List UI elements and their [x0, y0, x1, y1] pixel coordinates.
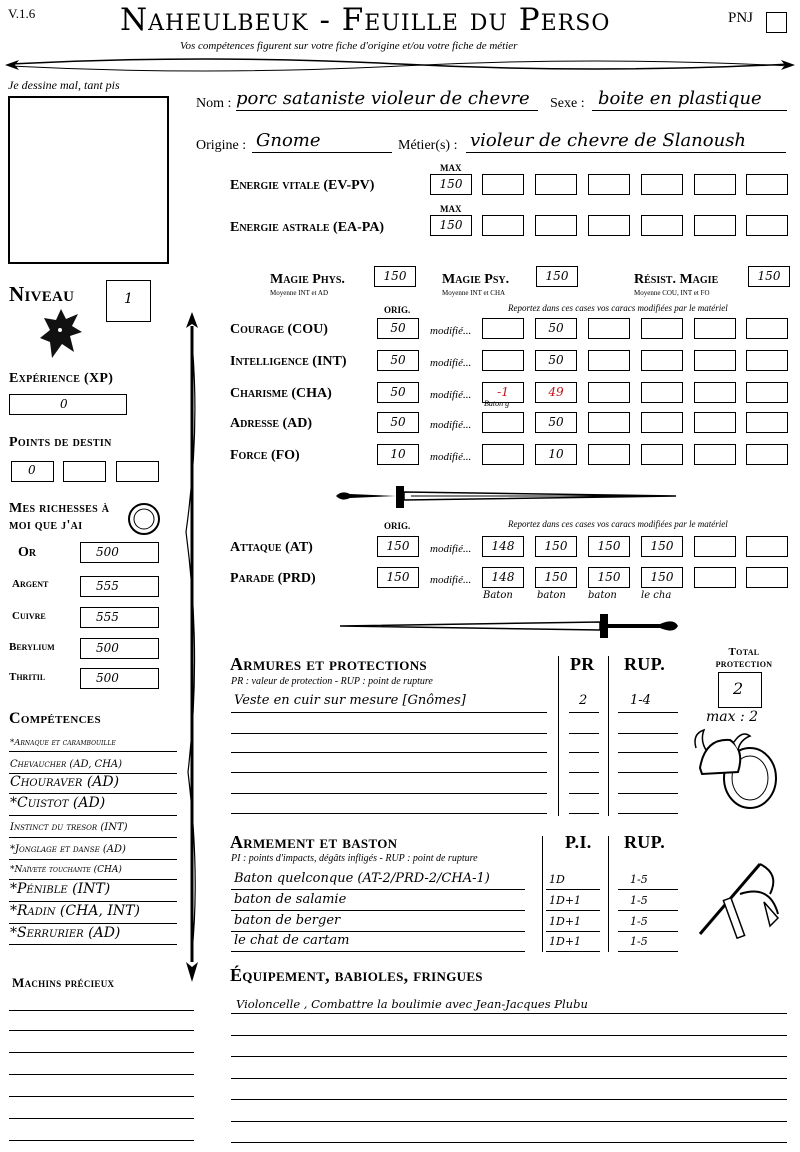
ev-cell[interactable]	[694, 174, 736, 195]
cuivre-box[interactable]	[80, 607, 159, 628]
weapon-name[interactable]: Baton quelconque (AT-2/PRD-2/CHA-1)	[234, 871, 490, 886]
ea-cell[interactable]	[746, 215, 788, 236]
helmet-shield-icon	[690, 728, 785, 813]
armor-line	[231, 712, 547, 713]
version-label: V.1.6	[8, 6, 36, 21]
origine-underline	[252, 152, 392, 153]
equipment-line	[231, 1056, 787, 1057]
carac-orig-cell[interactable]: 50	[377, 382, 419, 403]
carac-orig-cell[interactable]: 50	[377, 412, 419, 433]
armor-pr-line	[569, 733, 599, 734]
carac-mod-cell[interactable]: 50	[535, 318, 577, 339]
metier-label: Métier(s) :	[398, 138, 458, 153]
or-box[interactable]	[80, 542, 159, 563]
carac-mod-cell[interactable]	[746, 444, 788, 465]
competences-label: Compétences	[9, 710, 101, 727]
combat-mod-cell[interactable]	[694, 536, 736, 557]
carac-mod-cell[interactable]	[746, 350, 788, 371]
destin-box[interactable]	[63, 461, 106, 482]
weapon-rup-line	[618, 889, 678, 890]
metier-underline	[466, 152, 786, 153]
ev-cell[interactable]	[482, 174, 524, 195]
carac-mod-cell[interactable]: 50	[535, 412, 577, 433]
destin-label: Points de destin	[9, 435, 112, 450]
ev-label: Energie vitale (EV-PV)	[230, 178, 375, 193]
carac-mod-cell[interactable]	[694, 412, 736, 433]
coin-icon	[126, 501, 162, 537]
staff-ornament	[180, 312, 204, 982]
weapons-divider	[608, 836, 609, 952]
armor-rup[interactable]: 1-4	[630, 693, 651, 708]
equipement-title: Équipement, babioles, fringues	[230, 965, 483, 985]
magie-psy-label: Magie Psy.	[442, 272, 510, 287]
combat-mod-cell[interactable]: 150	[641, 536, 683, 557]
carac-orig-cell[interactable]: 10	[377, 444, 419, 465]
armures-pr-header: PR	[570, 654, 595, 674]
destin-box[interactable]	[116, 461, 159, 482]
sword-ornament	[336, 480, 684, 514]
carac-mod-cell[interactable]	[588, 350, 630, 371]
weapon-line	[231, 910, 525, 911]
ev-cell[interactable]	[746, 174, 788, 195]
header-vine-ornament	[5, 52, 795, 76]
carac-mod-cell[interactable]	[641, 350, 683, 371]
pnj-label: PNJ	[728, 10, 754, 26]
precious-line	[9, 1074, 194, 1075]
combat-orig-cell[interactable]: 150	[377, 567, 419, 588]
magie-phys-label: Magie Phys.	[270, 272, 345, 287]
armor-rup-line	[618, 712, 678, 713]
combat-mod-cell[interactable]: 150	[535, 536, 577, 557]
combat-mod-cell[interactable]: 148	[482, 536, 524, 557]
weapon-rup[interactable]: 1-5	[630, 873, 648, 886]
weapon-name[interactable]: baton de berger	[234, 913, 341, 928]
magie-phys-cell[interactable]: 150	[374, 266, 416, 287]
cuivre-value: 555	[96, 610, 119, 624]
carac-orig-cell[interactable]: 50	[377, 318, 419, 339]
destin-value: 0	[28, 463, 36, 477]
or-value: 500	[96, 545, 119, 559]
carac-mod-cell[interactable]: 10	[535, 444, 577, 465]
armures-title: Armures et protections	[230, 654, 427, 674]
armor-pr-line	[569, 752, 599, 753]
precious-line	[9, 1118, 194, 1119]
carac-orig-label: ORIG.	[384, 305, 411, 315]
carac-mod-cell[interactable]: 50	[535, 350, 577, 371]
carac-mod-cell[interactable]: 49	[535, 382, 577, 403]
cuivre-label: Cuivre	[12, 610, 46, 622]
origine-value[interactable]: Gnome	[256, 130, 321, 151]
portrait-caption: Je dessine mal, tant pis	[8, 78, 120, 92]
weapon-pi-line	[546, 931, 600, 932]
armor-divider	[608, 656, 609, 816]
combat-orig-cell[interactable]: 150	[377, 536, 419, 557]
xp-box[interactable]	[9, 394, 127, 415]
ev-cell[interactable]	[535, 174, 577, 195]
sheet-title: Naheulbeuk - Feuille du Perso	[120, 2, 611, 38]
weapon-line	[231, 889, 525, 890]
carac-mod-cell[interactable]	[588, 318, 630, 339]
ea-cell[interactable]	[535, 215, 577, 236]
combat-mod-cell[interactable]	[746, 536, 788, 557]
carac-orig-cell[interactable]: 50	[377, 350, 419, 371]
ev-max-label: MAX	[440, 163, 462, 173]
weapon-rup-line	[618, 931, 678, 932]
metier-value[interactable]: violeur de chevre de Slanoush	[470, 130, 747, 151]
weapon-pi[interactable]: 1D+1	[549, 915, 582, 928]
argent-label: Argent	[12, 578, 49, 590]
armement-title: Armement et baston	[230, 832, 398, 852]
carac-label: Force (FO)	[230, 448, 300, 463]
combat-orig-label: ORIG.	[384, 521, 411, 531]
ea-label: Energie astrale (EA-PA)	[230, 220, 385, 235]
weapons-divider	[542, 836, 543, 952]
combat-caption: Baton	[483, 590, 513, 601]
armor-pr-line	[569, 793, 599, 794]
weapon-pi[interactable]: 1D+1	[549, 894, 582, 907]
xp-value: 0	[60, 397, 68, 411]
thritil-label: Thritil	[9, 671, 46, 683]
combat-mod-cell[interactable]: 148	[482, 567, 524, 588]
resist-magie-sub: Moyenne COU, INT et FO	[634, 289, 710, 297]
weapon-line	[231, 931, 525, 932]
carac-mod-cell[interactable]	[694, 350, 736, 371]
modifie-label: modifié...	[430, 451, 472, 463]
weapon-rup-line	[618, 951, 678, 952]
carac-mod-cell[interactable]	[482, 444, 524, 465]
combat-mod-cell[interactable]: 150	[641, 567, 683, 588]
equipment-line	[231, 1099, 787, 1100]
carac-mod-cell[interactable]	[588, 412, 630, 433]
weapon-name[interactable]: le chat de cartam	[234, 933, 350, 948]
ea-cell[interactable]	[641, 215, 683, 236]
skill-underline	[9, 923, 177, 924]
skill-item[interactable]: *Pénible (INT)	[10, 881, 111, 897]
carac-mod-cell[interactable]	[641, 444, 683, 465]
combat-label: Attaque (AT)	[230, 540, 313, 555]
nom-value[interactable]: porc sataniste violeur de chevre	[236, 88, 530, 109]
argent-box[interactable]	[80, 576, 159, 597]
argent-value: 555	[96, 579, 119, 593]
ea-cell[interactable]	[588, 215, 630, 236]
ev-cell[interactable]	[641, 174, 683, 195]
armor-divider	[558, 656, 559, 816]
combat-label: Parade (PRD)	[230, 571, 316, 586]
weapon-rup[interactable]: 1-5	[630, 935, 648, 948]
modifie-label: modifié...	[430, 389, 472, 401]
skill-underline	[9, 751, 177, 752]
skill-item[interactable]: *Serrurier (AD)	[10, 925, 121, 941]
berylium-value: 500	[96, 641, 119, 655]
carac-mod-cell[interactable]	[482, 412, 524, 433]
equipment-line	[231, 1121, 787, 1122]
precious-line	[9, 1030, 194, 1031]
carac-mod-cell[interactable]	[746, 382, 788, 403]
weapons-icon	[690, 854, 785, 944]
weapon-line	[231, 951, 525, 952]
or-label: Or	[18, 545, 37, 560]
thritil-value: 500	[96, 671, 119, 685]
carac-mod-cell[interactable]: -1	[482, 382, 524, 403]
sexe-label: Sexe :	[550, 96, 585, 111]
weapon-pi-line	[546, 910, 600, 911]
combat-mod-cell[interactable]: 150	[588, 567, 630, 588]
skill-item[interactable]: *Cuistot (AD)	[10, 795, 106, 811]
combat-caption: baton	[537, 590, 566, 601]
magie-phys-sub: Moyenne INT et AD	[270, 289, 328, 297]
combat-mod-cell[interactable]: 150	[535, 567, 577, 588]
machins-precieux-label: Machins précieux	[12, 975, 115, 990]
combat-mod-cell[interactable]	[694, 567, 736, 588]
skill-item[interactable]: Chevaucher (AD, CHA)	[10, 759, 123, 770]
skill-underline	[9, 837, 177, 838]
total-protection-max: max : 2	[706, 709, 759, 725]
armor-pr-line	[569, 772, 599, 773]
carac-mod-cell[interactable]	[694, 444, 736, 465]
armor-rup-line	[618, 733, 678, 734]
skill-item[interactable]: *Jonglage et danse (AD)	[10, 844, 126, 855]
armor-line	[231, 772, 547, 773]
armement-rup-header: RUP.	[624, 832, 666, 852]
carac-mod-cell[interactable]	[588, 444, 630, 465]
skill-item[interactable]: *Radin (CHA, INT)	[10, 903, 140, 919]
carac-mod-cell[interactable]	[641, 382, 683, 403]
carac-mod-cell[interactable]	[694, 318, 736, 339]
combat-caption: baton	[588, 590, 617, 601]
nom-underline	[236, 110, 538, 111]
armement-sub: PI : points d'impacts, dégâts infligés - RUP : point de rupture	[231, 853, 478, 864]
sexe-underline	[592, 110, 787, 111]
armor-rup-line	[618, 793, 678, 794]
weapon-rup[interactable]: 1-5	[630, 894, 648, 907]
skill-item[interactable]: Chouraver (AD)	[10, 774, 120, 790]
magie-psy-cell[interactable]: 150	[536, 266, 578, 287]
berylium-box[interactable]	[80, 638, 159, 659]
total-protection-label: Total protection	[715, 646, 773, 670]
pnj-checkbox[interactable]	[766, 12, 787, 33]
weapon-name[interactable]: baton de salamie	[234, 892, 347, 907]
modifie-label: modifié...	[430, 574, 472, 586]
modifie-label: modifié...	[430, 419, 472, 431]
ev-max-cell[interactable]: 150	[430, 174, 472, 195]
carac-mod-cell[interactable]	[482, 318, 524, 339]
skill-underline	[9, 793, 177, 794]
carac-label: Adresse (AD)	[230, 416, 313, 431]
armor-line	[231, 733, 547, 734]
nom-label: Nom :	[196, 96, 232, 111]
ea-cell[interactable]	[482, 215, 524, 236]
carac-mod-cell[interactable]	[482, 350, 524, 371]
carac-label: Courage (COU)	[230, 322, 328, 337]
cha-mod-caption: Baton g	[484, 399, 510, 408]
carac-mod-cell[interactable]	[694, 382, 736, 403]
richesses-label: Mes richesses à moi que j'ai	[9, 501, 110, 533]
niveau-value: 1	[124, 291, 133, 307]
sheet-subtitle: Vos compétences figurent sur votre fiche d'origine et/ou votre fiche de métier	[180, 40, 518, 52]
weapon-pi[interactable]: 1D+1	[549, 935, 582, 948]
equipment-line	[231, 1142, 787, 1143]
skill-item[interactable]: Instinct du tresor (INT)	[10, 822, 128, 833]
modifie-label: modifié...	[430, 357, 472, 369]
skill-underline	[9, 859, 177, 860]
combat-mod-cell[interactable]: 150	[588, 536, 630, 557]
combat-note: Reportez dans ces cases vos caracs modifiées par le matériel	[508, 519, 728, 529]
modifie-label: modifié...	[430, 543, 472, 555]
skill-underline	[9, 815, 177, 816]
armor-rup-line	[618, 772, 678, 773]
armor-rup-line	[618, 813, 678, 814]
ev-cell[interactable]	[588, 174, 630, 195]
ea-max-label: MAX	[440, 204, 462, 214]
sexe-value[interactable]: boite en plastique	[598, 88, 762, 109]
origine-label: Origine :	[196, 138, 247, 153]
carac-label: Intelligence (INT)	[230, 354, 347, 369]
skill-underline	[9, 879, 177, 880]
armement-pi-header: P.I.	[565, 832, 592, 852]
armor-name[interactable]: Veste en cuir sur mesure [Gnômes]	[234, 693, 466, 708]
armor-pr-line	[569, 712, 599, 713]
carac-note: Reportez dans ces cases vos caracs modifiées par le matériel	[508, 303, 728, 313]
skill-item[interactable]: *Arnaque et carambouille	[10, 738, 116, 748]
sword-ornament	[340, 612, 680, 642]
armor-pr-line	[569, 813, 599, 814]
niveau-label: Niveau	[9, 282, 75, 306]
ea-max-cell[interactable]: 150	[430, 215, 472, 236]
armures-sub: PR : valeur de protection - RUP : point de rupture	[231, 676, 433, 687]
carac-mod-cell[interactable]	[641, 318, 683, 339]
carac-mod-cell[interactable]	[746, 318, 788, 339]
precious-line	[9, 1096, 194, 1097]
armures-rup-header: RUP.	[624, 654, 666, 674]
dragon-icon	[36, 304, 86, 364]
weapon-pi-line	[546, 889, 600, 890]
carac-mod-cell[interactable]	[641, 412, 683, 433]
magie-psy-sub: Moyenne INT et CHA	[442, 289, 506, 297]
precious-line	[9, 1052, 194, 1053]
portrait-box[interactable]	[8, 96, 169, 264]
precious-line	[9, 1140, 194, 1141]
skill-underline	[9, 944, 177, 945]
carac-mod-cell[interactable]	[588, 382, 630, 403]
xp-label: Expérience (XP)	[9, 371, 114, 386]
weapon-pi[interactable]: 1D	[549, 873, 565, 886]
armor-line	[231, 752, 547, 753]
skill-underline	[9, 901, 177, 902]
equipment-line	[231, 1078, 787, 1079]
equipment-line	[231, 1013, 787, 1014]
armor-line	[231, 813, 547, 814]
berylium-label: Berylium	[9, 641, 55, 653]
weapon-rup[interactable]: 1-5	[630, 915, 648, 928]
skill-item[interactable]: *Naïveté touchante (CHA)	[10, 865, 122, 875]
weapon-pi-line	[546, 951, 600, 952]
carac-mod-cell[interactable]	[746, 412, 788, 433]
armor-rup-line	[618, 752, 678, 753]
equipment-item[interactable]: Violoncelle , Combattre la boulimie avec Jean-Jacques Plubu	[236, 997, 588, 1011]
armor-line	[231, 793, 547, 794]
ea-cell[interactable]	[694, 215, 736, 236]
thritil-box[interactable]	[80, 668, 159, 689]
precious-line	[9, 1010, 194, 1011]
total-protection-value: 2	[733, 679, 744, 698]
resist-magie-label: Résist. Magie	[634, 272, 719, 287]
weapon-rup-line	[618, 910, 678, 911]
resist-magie-cell[interactable]: 150	[748, 266, 790, 287]
armor-pr[interactable]: 2	[579, 693, 588, 708]
carac-label: Charisme (CHA)	[230, 386, 332, 401]
combat-mod-cell[interactable]	[746, 567, 788, 588]
combat-caption: le cha	[641, 590, 672, 601]
equipment-line	[231, 1035, 787, 1036]
modifie-label: modifié...	[430, 325, 472, 337]
